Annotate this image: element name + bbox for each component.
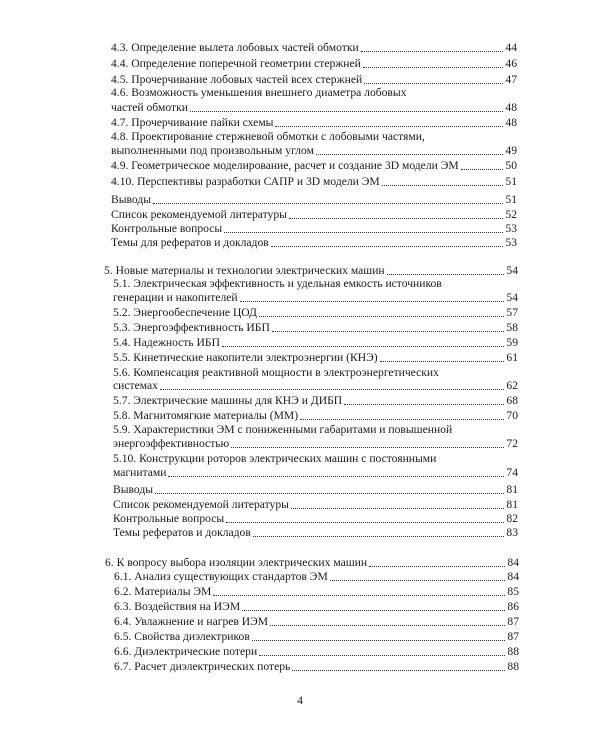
dot-leader [364,83,503,84]
dot-leader [153,203,503,204]
toc-entry-5-3 [113,321,518,335]
dot-leader [316,154,503,155]
toc-page-number: 70 [506,409,518,422]
toc-entry-conclusions [111,193,517,207]
dot-leader [289,218,503,219]
dot-leader [259,655,505,656]
dot-leader [160,389,504,390]
dot-leader [382,185,504,186]
toc-entry-4-6-line1: 4.6. Возможность уменьшения внешнего диаметра лобовых [111,86,407,99]
toc-entry-4-7 [111,116,517,130]
dot-leader [291,508,504,509]
toc-entry-text: 5.2. Энергообеспечение ЦОД [113,306,257,319]
toc-entry-text: Контрольные вопросы [111,222,223,235]
toc-entry-5-9 [113,437,518,451]
dot-leader [259,316,505,317]
toc-entry-text: энергоэффективностью [113,437,230,450]
toc-entry-text: Темы рефератов и докладов [113,526,251,539]
dot-leader [380,361,505,362]
dot-leader [363,67,504,68]
toc-entry-6-3 [114,600,519,614]
toc-entry-literature [113,498,518,512]
toc-page-number: 83 [506,526,518,539]
dot-leader [344,404,504,405]
toc-page-number: 84 [507,556,519,569]
toc-page-number: 85 [507,585,519,598]
dot-leader [222,346,504,347]
toc-entry-text: 5.3. Энергоэффективность ИБП [113,321,270,334]
toc-entry-questions [111,222,517,236]
toc-entry-text: 4.10. Перспективы разработки САПР и 3D модели ЭМ [111,175,380,188]
toc-page-number: 53 [505,222,517,235]
dot-leader [213,595,505,596]
toc-entry-topics [113,526,518,540]
toc-entry-text: Контрольные вопросы [113,512,225,525]
dot-leader [300,419,504,420]
toc-entry-text: 5.8. Магнитомягкие материалы (ММ) [113,409,299,422]
dot-leader [252,640,506,641]
toc-page-number: 57 [506,306,518,319]
toc-entry-text: 4.7. Прочерчивание пайки схемы [111,116,274,129]
toc-page-number: 84 [507,570,519,583]
toc-chapter-5 [104,264,518,278]
toc-entry-4-10 [111,175,517,189]
dot-leader [272,331,505,332]
dot-leader [242,610,505,611]
dot-leader [270,625,505,626]
toc-entry-text: генерации и накопителей [113,291,238,304]
dot-leader [190,111,504,112]
toc-entry-text: 6. К вопросу выбора изоляции электрических машин [105,556,368,569]
toc-page-number: 59 [506,336,518,349]
toc-page-number: 81 [506,483,518,496]
dot-leader [226,522,504,523]
toc-entry-text: Выводы [113,483,154,496]
toc-entry-topics [111,236,517,250]
toc-entry-5-1 [113,291,518,305]
toc-entry-4-3 [111,41,517,55]
dot-leader [361,51,504,52]
toc-entry-text: 6.1. Анализ существующих стандартов ЭМ [114,570,328,583]
toc-page-number: 62 [506,379,518,392]
toc-entry-text: Список рекомендуемой литературы [113,498,289,511]
toc-entry-4-8 [111,144,517,158]
toc-entry-text: 5.7. Электрические машины для КНЭ и ДИБП [113,394,343,407]
toc-entry-text: 4.4. Определение поперечной геометрии стержней [111,57,361,70]
toc-entry-6-1 [114,570,519,584]
toc-page-number: 88 [507,645,519,658]
toc-entry-5-4 [113,336,518,350]
toc-entry-5-1-line1: 5.1. Электрическая эффективность и удельная емкость источников [113,277,442,290]
toc-entry-5-2 [113,306,518,320]
toc-chapter-6 [105,556,519,570]
toc-entry-4-4 [111,57,517,71]
toc-page-number: 81 [506,498,518,511]
toc-entry-text: 5.5. Кинетические накопители электроэнергии (КНЭ) [113,351,378,364]
dot-leader [292,670,505,671]
toc-entry-text: 6.4. Увлажнение и нагрев ИЭМ [114,615,269,628]
toc-entry-text: магнитами [113,466,167,479]
dot-leader [387,274,505,275]
toc-page-number: 44 [505,41,517,54]
toc-page-number: 72 [506,437,518,450]
toc-entry-text: 6.3. Воздействия на ИЭМ [114,600,241,613]
toc-entry-6-4 [114,615,519,629]
toc-entry-text: 6.6. Диэлектрические потери [114,645,258,658]
toc-entry-text: Выводы [111,193,152,206]
dot-leader [155,493,504,494]
toc-entry-text: 6.5. Свойства диэлектриков [114,630,250,643]
toc-page-number: 88 [507,660,519,673]
toc-page-number: 49 [505,144,517,157]
toc-page-number: 51 [505,175,517,188]
dot-leader [330,580,506,581]
toc-entry-text: 4.9. Геометрическое моделирование, расчет и создание 3D модели ЭМ [111,159,459,172]
page-number: 4 [297,693,303,707]
toc-entry-4-6 [111,101,517,115]
toc-page-number: 54 [506,291,518,304]
toc-entry-questions [113,512,518,526]
toc-page-number: 58 [506,321,518,334]
toc-page-number: 86 [507,600,519,613]
toc-page-number: 48 [505,101,517,114]
toc-page-number: 82 [506,512,518,525]
toc-page-number: 53 [505,236,517,249]
dot-leader [271,246,504,247]
toc-entry-6-5 [114,630,519,644]
toc-entry-6-6 [114,645,519,659]
dot-leader [461,169,504,170]
toc-entry-text: Темы для рефератов и докладов [111,236,269,249]
toc-entry-5-7 [113,394,518,408]
toc-page-number: 50 [505,159,517,172]
toc-entry-text: выполненными под произвольным углом [111,144,314,157]
toc-entry-text: 6.7. Расчет диэлектрических потерь [114,660,291,673]
toc-entry-5-6 [113,379,518,393]
toc-entry-5-8 [113,409,518,423]
toc-page-number: 51 [505,193,517,206]
dot-leader [369,566,505,567]
toc-page-number: 47 [505,73,517,86]
toc-entry-4-5 [111,73,517,87]
toc-entry-text: системах [113,379,158,392]
toc-page-number: 61 [506,351,518,364]
dot-leader [168,476,504,477]
toc-entry-5-10 [113,466,518,480]
toc-page-number: 52 [505,208,517,221]
toc-page-number: 48 [505,116,517,129]
toc-entry-literature [111,208,517,222]
toc-entry-text: 6.2. Материалы ЭМ [114,585,212,598]
toc-entry-conclusions [113,483,518,497]
toc-page-number: 68 [506,394,518,407]
toc-entry-text: 5.4. Надежность ИБП [113,336,220,349]
toc-entry-4-8-line1: 4.8. Проектирование стержневой обмотки с лобовыми частями, [111,130,425,143]
toc-entry-5-6-line1: 5.6. Компенсация реактивной мощности в электроэнергетических [113,366,439,379]
toc-entry-5-9-line1: 5.9. Характеристики ЭМ с пониженными габаритами и повышенной [113,423,453,436]
toc-page-number: 46 [505,57,517,70]
toc-entry-6-2 [114,585,519,599]
dot-leader [231,447,504,448]
toc-page-number: 74 [506,466,518,479]
dot-leader [275,126,503,127]
toc-entry-6-7 [114,660,519,674]
toc-entry-text: 5. Новые материалы и технологии электрических машин [104,264,385,277]
toc-page-number: 87 [507,630,519,643]
dot-leader [224,232,503,233]
toc-page-number: 87 [507,615,519,628]
toc-entry-5-10-line1: 5.10. Конструкции роторов электрических машин с постоянными [113,452,437,465]
toc-entry-text: Список рекомендуемой литературы [111,208,287,221]
dot-leader [253,536,505,537]
toc-entry-4-9 [111,159,517,173]
toc-entry-5-5 [113,351,518,365]
dot-leader [240,301,505,302]
toc-page-number: 54 [506,264,518,277]
toc-entry-text: 4.3. Определение вылета лобовых частей обмотки [111,41,359,54]
toc-entry-text: 4.5. Прочерчивание лобовых частей всех стержней [111,73,363,86]
toc-entry-text: частей обмотки [111,101,188,114]
